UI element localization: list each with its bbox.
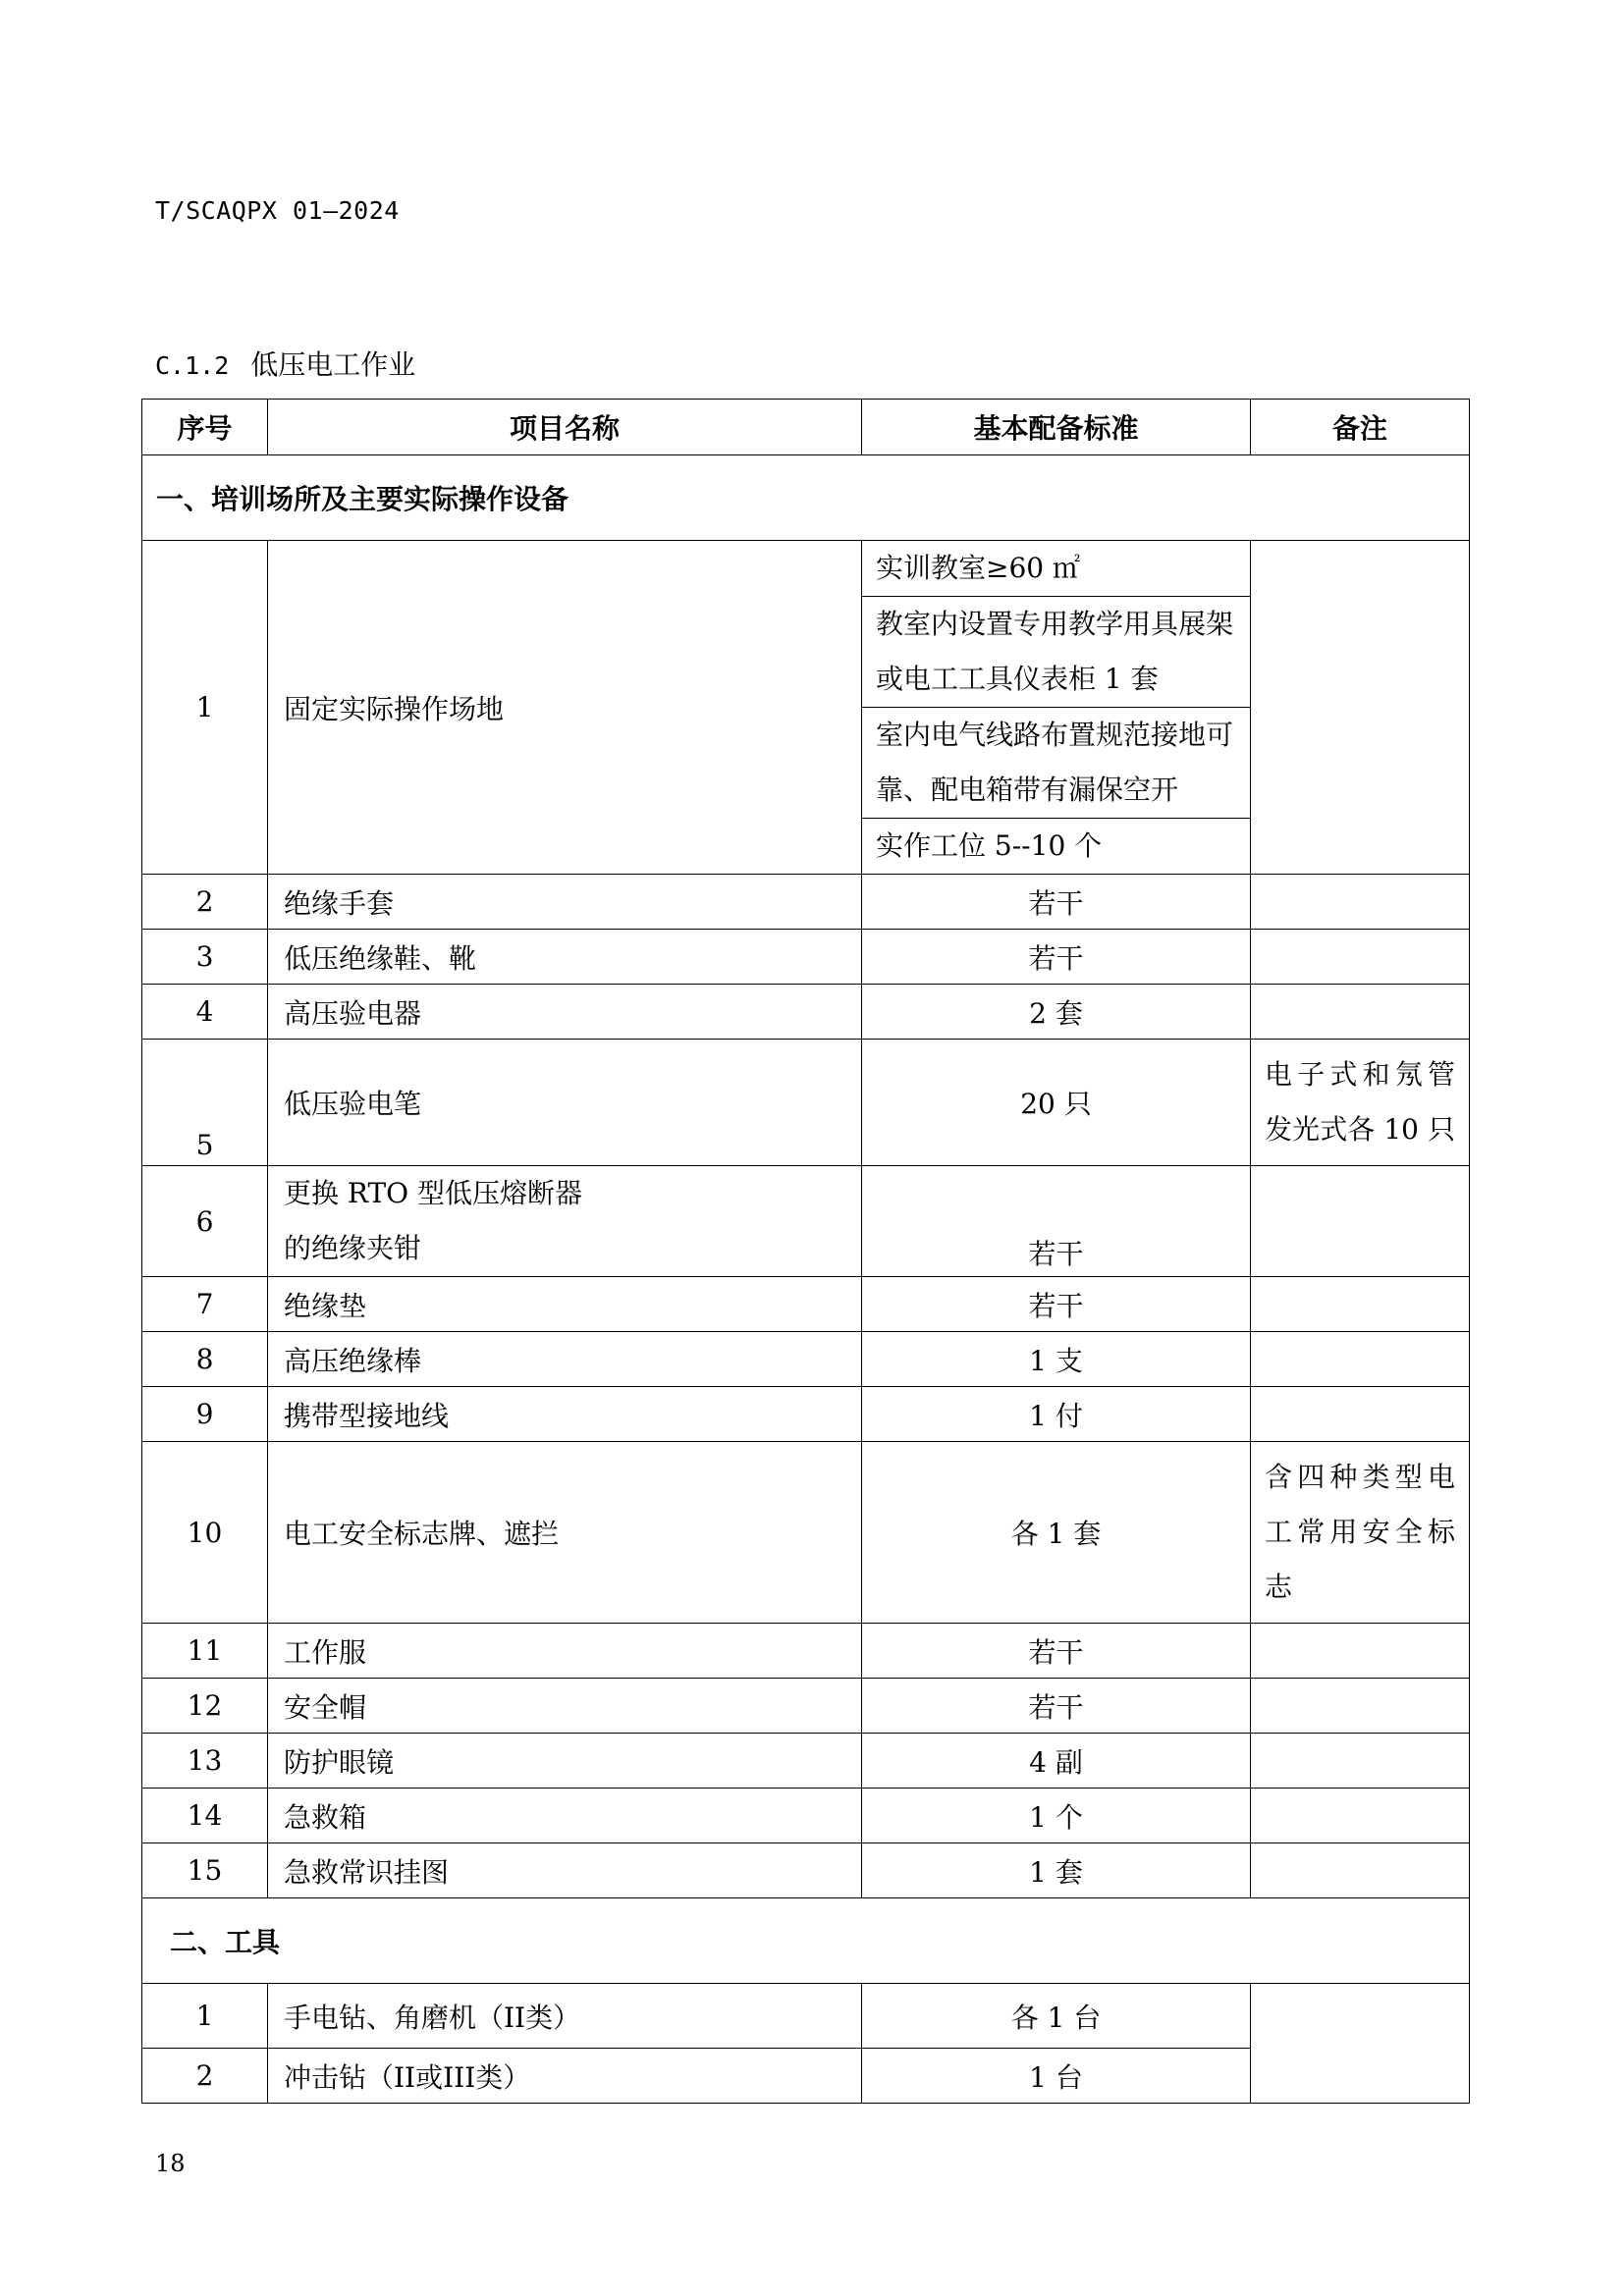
table-row (142, 930, 1470, 985)
row-standard: 1 个 (862, 1789, 1251, 1843)
table-row (142, 1789, 1470, 1843)
row-name: 携带型接地线 (268, 1387, 862, 1442)
group-heading-tools: 二、工具 (142, 1898, 1470, 1984)
row-note (1251, 1332, 1470, 1387)
row-note (1251, 985, 1470, 1040)
header-no: 序号 (142, 400, 268, 455)
standard-item: 教室内设置专用教学用具展架或电工工具仪表柜 1 套 (862, 597, 1250, 708)
row-name: 绝缘垫 (268, 1277, 862, 1332)
section-heading (155, 344, 415, 383)
row-note (1251, 1040, 1470, 1166)
standard-item: 实作工位 5--10 个 (876, 829, 1103, 862)
table-row (142, 1387, 1470, 1442)
row-no: 13 (142, 1734, 268, 1789)
row-standard-group (862, 541, 1251, 875)
row-standard: 1 套 (862, 1843, 1251, 1898)
note-line: 电子式和氖管 (1265, 1058, 1455, 1091)
row-standard: 1 付 (862, 1387, 1251, 1442)
table-row (142, 1843, 1470, 1898)
row-note (1251, 1166, 1470, 1277)
row-no: 8 (142, 1332, 268, 1387)
row-name: 急救常识挂图 (268, 1843, 862, 1898)
row-standard: 1 台 (862, 2049, 1251, 2104)
row-no: 1 (142, 541, 268, 875)
row-no: 14 (142, 1789, 268, 1843)
standard-item: 实训教室≥60 ㎡ (862, 541, 1250, 597)
page-number: 18 (155, 2150, 186, 2177)
note-line: 工常用安全标 (1265, 1516, 1455, 1548)
note-line: 含四种类型电 (1265, 1461, 1455, 1493)
table-header-row (142, 400, 1470, 455)
header-note: 备注 (1251, 400, 1470, 455)
row-no: 10 (142, 1442, 268, 1624)
row-note (1251, 541, 1470, 875)
row-note (1251, 1679, 1470, 1734)
row-no: 2 (142, 875, 268, 930)
row-note (1251, 1984, 1470, 2104)
row-standard: 各 1 套 (862, 1442, 1251, 1624)
section-number: C.1.2 (155, 351, 230, 380)
note-line: 发光式各 10 只 (1265, 1113, 1455, 1146)
name-line: 的绝缘夹钳 (284, 1232, 422, 1264)
row-name: 高压绝缘棒 (268, 1332, 862, 1387)
row-note (1251, 1387, 1470, 1442)
row-name: 急救箱 (268, 1789, 862, 1843)
row-standard: 若干 (862, 875, 1251, 930)
table-row (142, 541, 1470, 875)
row-no: 15 (142, 1843, 268, 1898)
row-no: 6 (142, 1166, 268, 1277)
table-row (142, 1332, 1470, 1387)
row-standard: 若干 (862, 1166, 1251, 1277)
group-heading-facilities: 一、培训场所及主要实际操作设备 (142, 455, 1470, 541)
row-no: 5 (142, 1040, 268, 1166)
table-row (142, 1734, 1470, 1789)
row-standard: 4 副 (862, 1734, 1251, 1789)
row-note (1251, 1843, 1470, 1898)
row-name (268, 1166, 862, 1277)
row-name: 高压验电器 (268, 985, 862, 1040)
row-name: 手电钻、角磨机（II类） (268, 1984, 862, 2049)
header-standard: 基本配备标准 (862, 400, 1251, 455)
note-line: 志 (1265, 1571, 1293, 1603)
table-row (142, 1442, 1470, 1624)
row-no: 7 (142, 1277, 268, 1332)
row-name: 低压绝缘鞋、靴 (268, 930, 862, 985)
row-standard: 20 只 (862, 1040, 1251, 1166)
equipment-table (141, 399, 1470, 2104)
table-row (142, 1679, 1470, 1734)
row-no: 4 (142, 985, 268, 1040)
row-standard: 若干 (862, 1277, 1251, 1332)
row-standard: 1 支 (862, 1332, 1251, 1387)
header-name: 项目名称 (268, 400, 862, 455)
row-no: 1 (142, 1984, 268, 2049)
table-row (142, 985, 1470, 1040)
row-standard: 若干 (862, 1679, 1251, 1734)
row-no: 3 (142, 930, 268, 985)
table-row (142, 1624, 1470, 1679)
section-title: 低压电工作业 (250, 348, 416, 381)
standard-code: T/SCAQPX 01—2024 (155, 196, 400, 225)
row-note (1251, 1734, 1470, 1789)
name-line: 更换 RTO 型低压熔断器 (284, 1177, 583, 1209)
row-standard: 2 套 (862, 985, 1251, 1040)
row-name: 冲击钻（II或III类） (268, 2049, 862, 2104)
table-row (142, 1984, 1470, 2049)
row-note (1251, 1789, 1470, 1843)
standard-item: 室内电气线路布置规范接地可靠、配电箱带有漏保空开 (862, 708, 1250, 819)
table-row (142, 1040, 1470, 1166)
row-name: 工作服 (268, 1624, 862, 1679)
row-note (1251, 1277, 1470, 1332)
row-note (1251, 1442, 1470, 1624)
row-no: 9 (142, 1387, 268, 1442)
row-note (1251, 1624, 1470, 1679)
row-no: 12 (142, 1679, 268, 1734)
row-standard: 各 1 台 (862, 1984, 1251, 2049)
row-no: 2 (142, 2049, 268, 2104)
row-name: 防护眼镜 (268, 1734, 862, 1789)
row-standard: 若干 (862, 930, 1251, 985)
row-name: 低压验电笔 (268, 1040, 862, 1166)
row-name: 固定实际操作场地 (268, 541, 862, 875)
row-note (1251, 930, 1470, 985)
row-standard: 若干 (862, 1624, 1251, 1679)
row-note (1251, 875, 1470, 930)
row-name: 绝缘手套 (268, 875, 862, 930)
row-no: 11 (142, 1624, 268, 1679)
table-row (142, 875, 1470, 930)
table-row (142, 1166, 1470, 1277)
row-name: 安全帽 (268, 1679, 862, 1734)
table-row (142, 1277, 1470, 1332)
row-name: 电工安全标志牌、遮拦 (268, 1442, 862, 1624)
